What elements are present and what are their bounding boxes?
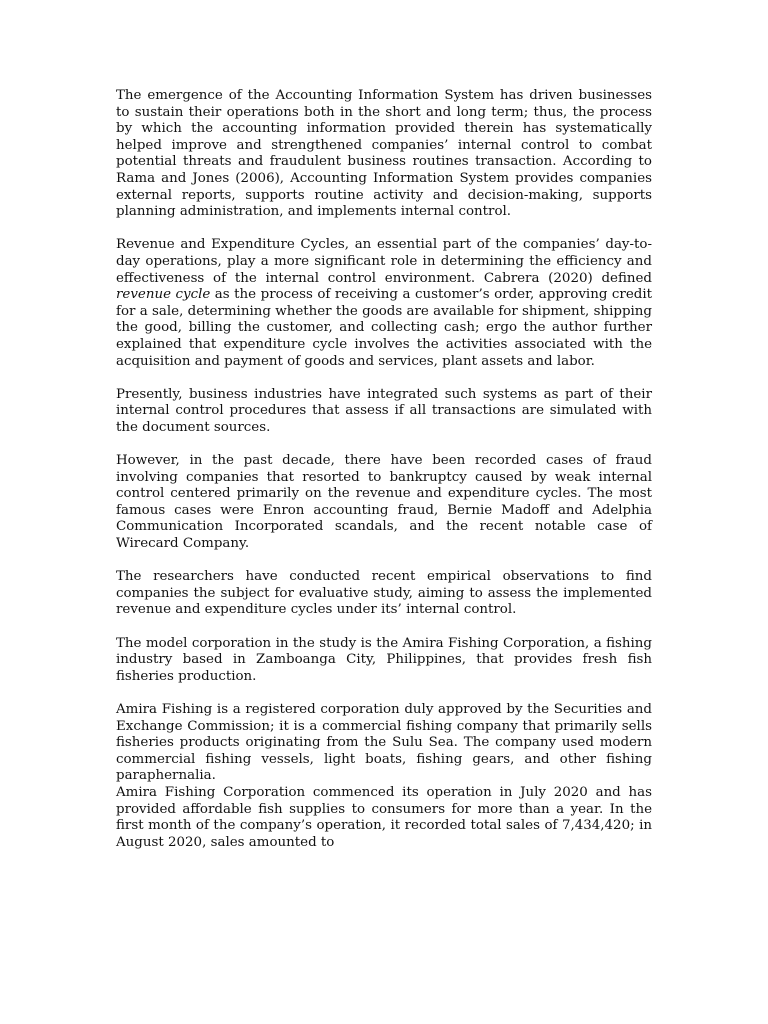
paragraph-fraud-cases: However, in the past decade, there have been recorded cases of fraud involving companies that resorted to bankruptcy caused by weak internal control centered primarily on the revenue and expenditure cycles. The most famous cases were Enron accounting fraud, Bernie Madoff and Adelphia Communication Incorporated scandals, and the recent notable case of Wirecard Company. — [116, 453, 652, 552]
paragraph-researchers: The researchers have conducted recent empirical observations to find companies the subject for evaluative study, aiming to assess the implemented revenue and expenditure cycles under its’ internal control. — [116, 569, 652, 618]
paragraph-revenue-expenditure-cycles — [116, 237, 652, 370]
paragraph-amira-operations: Amira Fishing Corporation commenced its operation in July 2020 and has provided affordable fish supplies to consumers for more than a year. In the first month of the company’s operation, it recorded total sales of 7,434,420; in August 2020, sales amounted to — [116, 784, 652, 850]
paragraph-amira-registered: Amira Fishing is a registered corporation duly approved by the Securities and Exchange Commission; it is a commercial fishing company that primarily sells fisheries products originating from the Sulu Sea. The company used modern commercial fishing vessels, light boats, fishing gears, and other fishing paraphernalia. — [116, 701, 652, 784]
paragraph-presently: Presently, business industries have integrated such systems as part of their internal control procedures that assess if all transactions are simulated with the document sources. — [116, 386, 652, 435]
revenue-cycle-term: revenue cycle — [116, 287, 211, 303]
document-page — [116, 88, 652, 868]
paragraph-text-before: Revenue and Expenditure Cycles, an essential part of the companies’ day-to-day operations, play a more significant role in determining the efficiency and effectiveness of the internal control environment. Cabrera (2020) defined — [116, 237, 652, 286]
paragraph-model-corporation: The model corporation in the study is the Amira Fishing Corporation, a fishing industry based in Zamboanga City, Philippines, that provides fresh fish fisheries production. — [116, 635, 652, 684]
paragraph-ais-emergence: The emergence of the Accounting Information System has driven businesses to sustain their operations both in the short and long term; thus, the process by which the accounting information provided therein has systematically helped improve and strengthened companies’ internal control to combat potential threats and fraudulent business routines transaction. According to Rama and Jones (2006), Accounting Information System provides companies external reports, supports routine activity and decision-making, supports planning administration, and implements internal control. — [116, 88, 652, 220]
paragraph-text-after: as the process of receiving a customer’s order, approving credit for a sale, determining whether the goods are available for shipment, shipping the good, billing the customer, and collecting cash; ergo the author further explained that expenditure cycle involves the activities associated with the acquisition and payment of goods and services, plant assets and labor. — [116, 287, 652, 369]
